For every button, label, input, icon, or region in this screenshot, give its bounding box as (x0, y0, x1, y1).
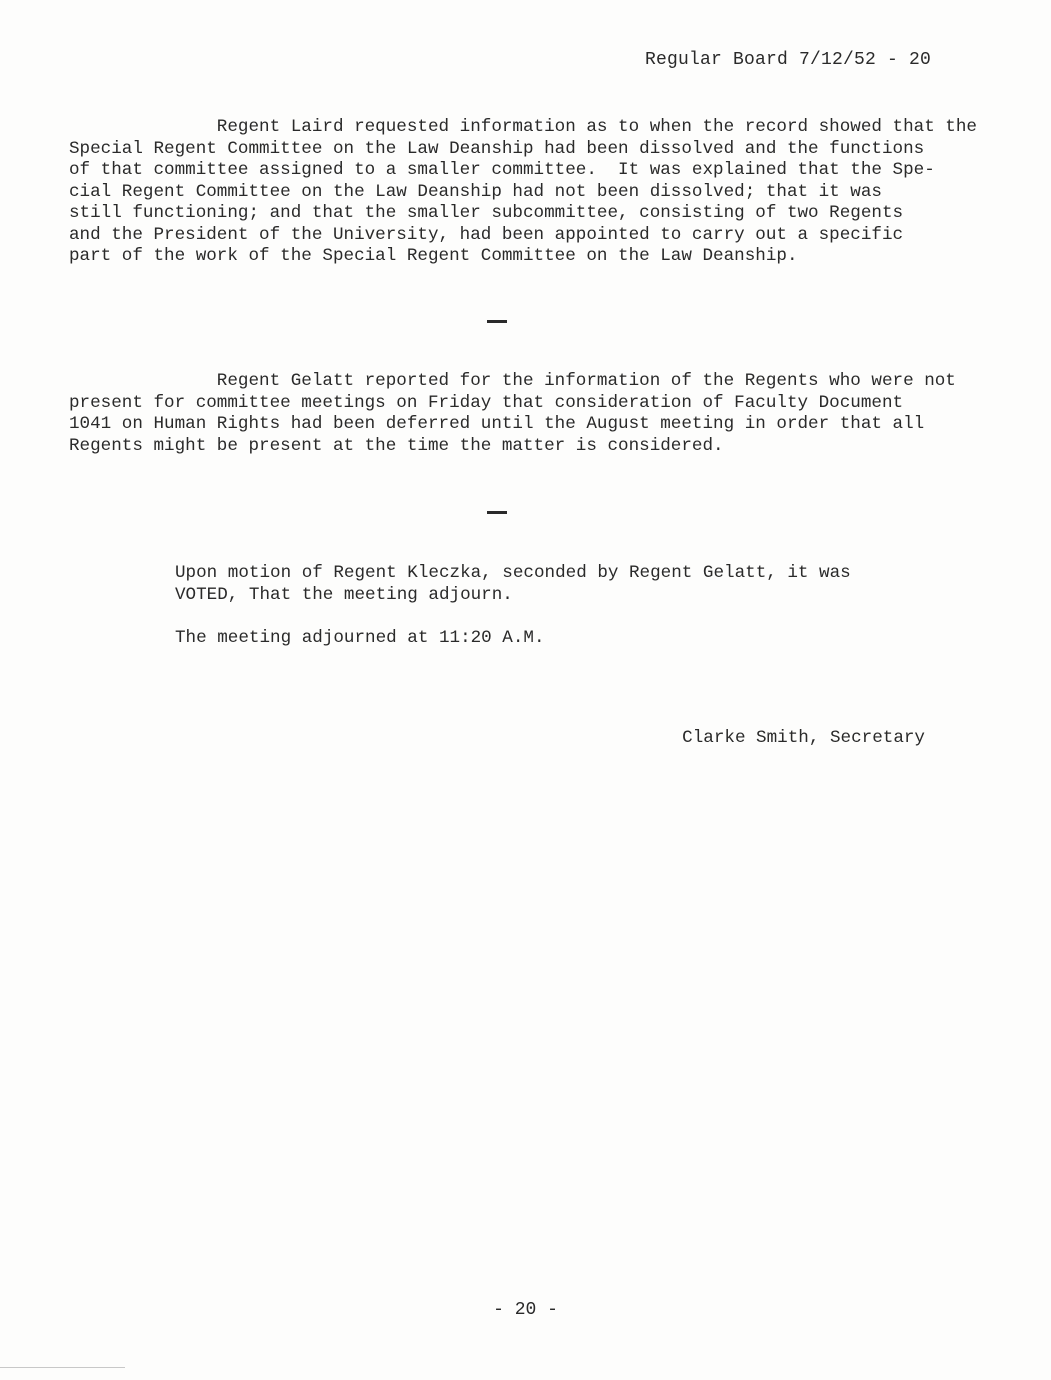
text-line: still functioning; and that the smaller subcommittee, consisting of two Regents (69, 203, 904, 223)
text-line: part of the work of the Special Regent Committee on the Law Deanship. (69, 246, 798, 266)
text-line: of that committee assigned to a smaller committee. It was explained that the Spe- (69, 160, 935, 180)
paragraph-human-rights (69, 371, 956, 457)
text-line: cial Regent Committee on the Law Deanship had not been dissolved; that it was (69, 181, 882, 202)
scan-edge-line (0, 1367, 125, 1368)
text-line: VOTED, That the meeting adjourn. (175, 584, 513, 605)
page-number-footer: - 20 - (493, 1300, 558, 1320)
section-divider (487, 511, 507, 514)
text-line: The meeting adjourned at 11:20 A.M. (175, 628, 545, 648)
paragraph-adjourn-motion (175, 563, 875, 606)
text-line: Regents might be present at the time the matter is considered. (69, 435, 724, 456)
text-line: Regent Laird requested information as to when the record showed that the (69, 117, 977, 137)
paragraph-adjourn-time (175, 628, 775, 650)
text-line: 1041 on Human Rights had been deferred until the August meeting in order that all (69, 414, 925, 434)
text-line: present for committee meetings on Friday that consideration of Faculty Document (69, 392, 904, 413)
text-line: Special Regent Committee on the Law Deanship had been dissolved and the functions (69, 138, 925, 159)
text-line: Regent Gelatt reported for the information of the Regents who were not (69, 371, 956, 391)
paragraph-law-deanship (69, 117, 977, 268)
section-divider (487, 320, 507, 323)
page-reference-header: Regular Board 7/12/52 - 20 (644, 50, 931, 70)
text-line: and the President of the University, had been appointed to carry out a specific (69, 224, 904, 245)
secretary-signature: Clarke Smith, Secretary (682, 728, 925, 748)
text-line: Upon motion of Regent Kleczka, seconded by Regent Gelatt, it was (175, 563, 851, 583)
